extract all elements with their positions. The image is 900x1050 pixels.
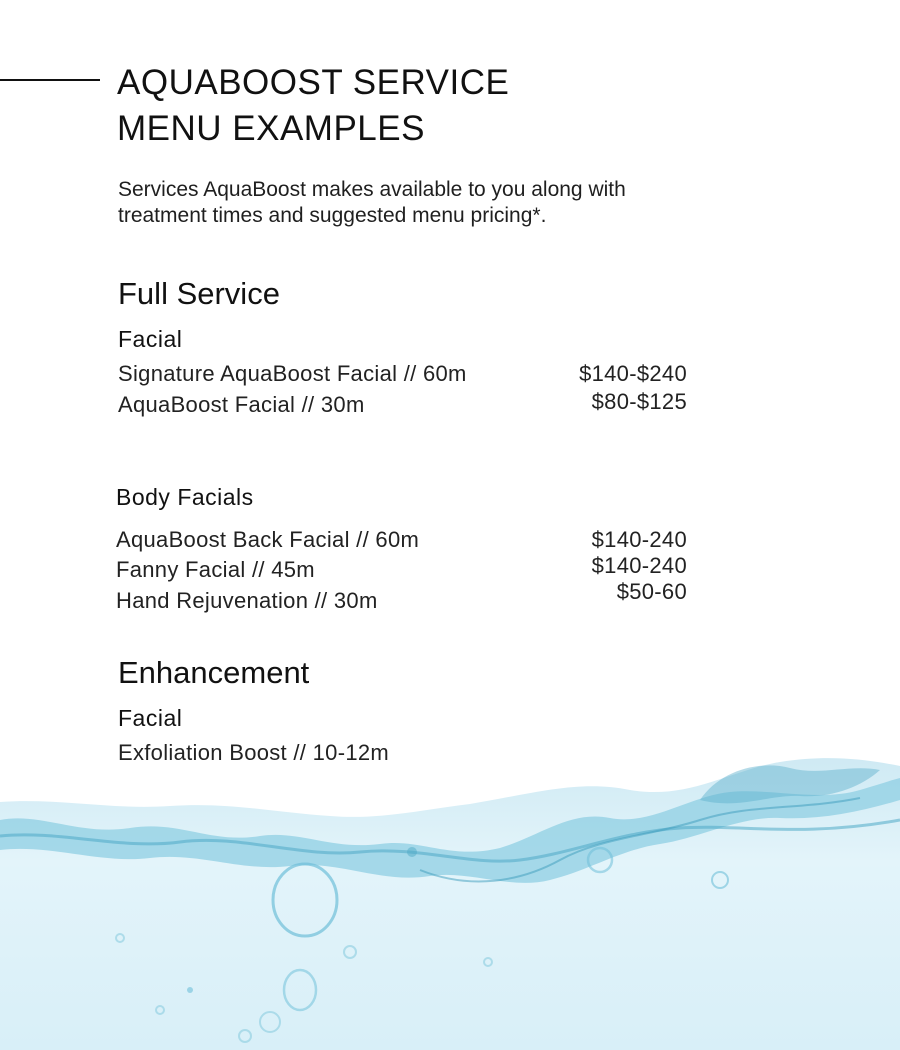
price-back-facial: $140-240: [591, 527, 687, 552]
water-bubble: [407, 847, 417, 857]
title-rule: [0, 79, 100, 81]
intro-line-2: treatment times and suggested menu pricing*.: [118, 204, 547, 227]
price-fanny-facial: $140-240: [591, 553, 687, 578]
service-item-aquaboost-facial: AquaBoost Facial // 30m: [118, 392, 365, 417]
service-item-signature-facial: Signature AquaBoost Facial // 60m: [118, 361, 467, 386]
water-splash-image: [0, 740, 900, 1050]
water-bubble: [187, 987, 193, 993]
enhancement-heading: Enhancement: [118, 655, 310, 690]
service-item-hand-rejuvenation: Hand Rejuvenation // 30m: [116, 588, 378, 613]
price-signature-facial: $140-$240: [579, 361, 687, 386]
price-aquaboost-facial: $80-$125: [591, 389, 687, 414]
full-service-heading: Full Service: [118, 276, 280, 311]
full-service-facial-subheading: Facial: [118, 326, 183, 352]
service-item-exfoliation-boost: Exfoliation Boost // 10-12m: [118, 740, 390, 765]
title-line-1: AQUABOOST SERVICE: [117, 63, 510, 102]
enhancement-facial-subheading: Facial: [118, 705, 183, 731]
intro-line-1: Services AquaBoost makes available to you along with: [118, 178, 626, 201]
intro-text: [118, 177, 738, 229]
service-item-back-facial: AquaBoost Back Facial // 60m: [116, 527, 420, 552]
title-line-2: MENU EXAMPLES: [117, 109, 425, 148]
page-title: [117, 60, 509, 152]
service-item-fanny-facial: Fanny Facial // 45m: [116, 557, 315, 582]
body-facials-heading: Body Facials: [116, 484, 254, 510]
price-hand-rejuvenation: $50-60: [616, 579, 687, 604]
